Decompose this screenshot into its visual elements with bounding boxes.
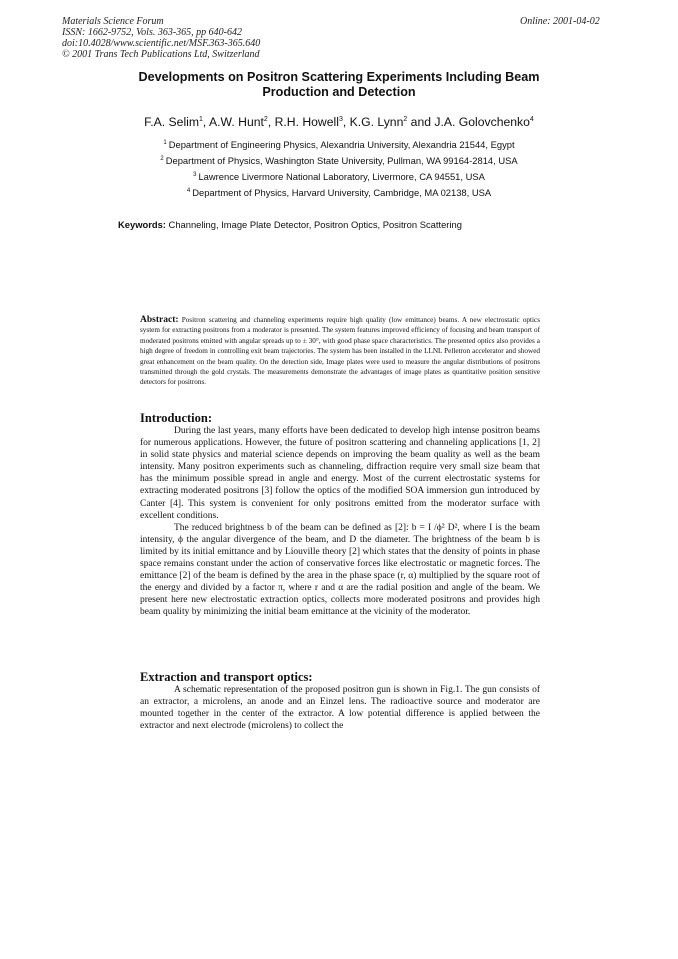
author: J.A. Golovchenko$^4$ bbox=[434, 115, 534, 129]
extraction-paragraph-1: A schematic representation of the proposed positron gun is shown in Fig.1. The gun consists of an extractor, a microlens, an anode and an Einzel lens. The radioactive source and moderator are mounted together in the center of the extractor. A low potential difference is applied between the extractor and next electrode (microlens) to collect the bbox=[140, 685, 540, 732]
affiliation: $^4$ Department of Physics, Harvard University, Cambridge, MA 02138, USA bbox=[186, 187, 492, 198]
doi-line: doi:10.4028/www.scientific.net/MSF.363-365.640 bbox=[62, 38, 261, 49]
author-list: F.A. Selim$^1$, A.W. Hunt$^2$, R.H. Howell$^3$, K.G. Lynn$^2$ and J.A. Golovchenko$^4$ bbox=[144, 115, 534, 129]
keywords bbox=[118, 219, 638, 231]
abstract-label: Abstract: bbox=[140, 315, 179, 325]
affiliation: $^2$ Department of Physics, Washington State University, Pullman, WA 99164-2814, USA bbox=[160, 155, 518, 166]
affiliation: $^1$ Department of Engineering Physics, Alexandria University, Alexandria 21544, Egypt bbox=[163, 139, 515, 150]
author: F.A. Selim$^1$ bbox=[144, 115, 203, 129]
title-line-2: Production and Detection bbox=[262, 85, 416, 99]
introduction-paragraph-2: The reduced brightness b of the beam can be defined as [2]: b = I /ϕ² D², where I is the beam intensity, ϕ the angular divergence of the beam, and D the diameter. The brightness of the beam b is limited by its initial emittance and by Liouville theory [2] which states that the density of points in phase space remains constant under the action of conservative forces like electrostatic or magnetic forces. The emittance [2] of the beam is defined by the area in the phase space (r, α) multiplied by the square root of the energy and divided by a factor π, where r and α are the radial position and angle of the beam. We present here new electrostatic extraction optics, collects more moderated positrons and provides high beam quality by minimizing the initial beam emittance at the vicinity of the moderator. bbox=[140, 522, 540, 618]
introduction-paragraph-1: During the last years, many efforts have been dedicated to develop high intense positron beams for numerous applications. However, the future of positron scattering and channeling applications [1, 2] in solid state physics and material science depends on improving the beam quality as well as the beam intensity. Many positron experiments such as channeling, diffraction require very small size beam that has the minimum possible spread in angle and energy. Most of the current electrostatic systems for extracting moderated positrons [3] follow the optics of the modified SOA immersion gun introduced by Canter [4]. This system is convenient for only positrons emitted from the moderator surface with excellent conditions. bbox=[140, 426, 540, 521]
extraction-heading: Extraction and transport optics: bbox=[140, 670, 313, 684]
journal-header bbox=[62, 16, 260, 60]
copyright-line: © 2001 Trans Tech Publications Ltd, Switzerland bbox=[62, 49, 260, 60]
author: A.W. Hunt$^2$ bbox=[209, 115, 268, 129]
author: K.G. Lynn$^2$ bbox=[349, 115, 408, 129]
keywords-label: Keywords: bbox=[118, 219, 166, 230]
journal-name: Materials Science Forum bbox=[62, 16, 164, 27]
abstract-text: Positron scattering and channeling experiments require high quality (low emittance) beams. A new electrostatic optics system for extracting positrons from a moderator is presented. The system features improved efficiency of focusing and beam transport of moderated positrons emitted with angular spreads up to ± 30°, with good phase space characteristics. The presented optics also provides a high degree of freedom in controlling exit beam trajectories. The system has been installed in the LLNL Pelletron accelerator and showed great enhancement on the beam quality. On the detection side, Image plates were used to measure the angular distributions of positrons transmitted through the gold crystals. The measurements demonstrate the advantages of image plates as quantitative position sensitive detectors for positrons. bbox=[140, 316, 540, 387]
introduction-section bbox=[140, 411, 540, 619]
title-line-1: Developments on Positron Scattering Experiments Including Beam bbox=[138, 70, 540, 84]
keywords-text: Channeling, Image Plate Detector, Positron Optics, Positron Scattering bbox=[168, 219, 462, 230]
extraction-section bbox=[140, 670, 540, 732]
issn-line: ISSN: 1662-9752, Vols. 363-365, pp 640-642 bbox=[62, 27, 242, 38]
introduction-heading: Introduction: bbox=[140, 411, 213, 425]
online-date: Online: 2001-04-02 bbox=[520, 16, 600, 27]
abstract bbox=[140, 315, 540, 388]
affiliation: $^3$ Lawrence Livermore National Laboratory, Livermore, CA 94551, USA bbox=[193, 171, 485, 182]
paper-title bbox=[60, 70, 618, 100]
affiliation-list bbox=[60, 137, 618, 201]
author: R.H. Howell$^3$ bbox=[274, 115, 343, 129]
